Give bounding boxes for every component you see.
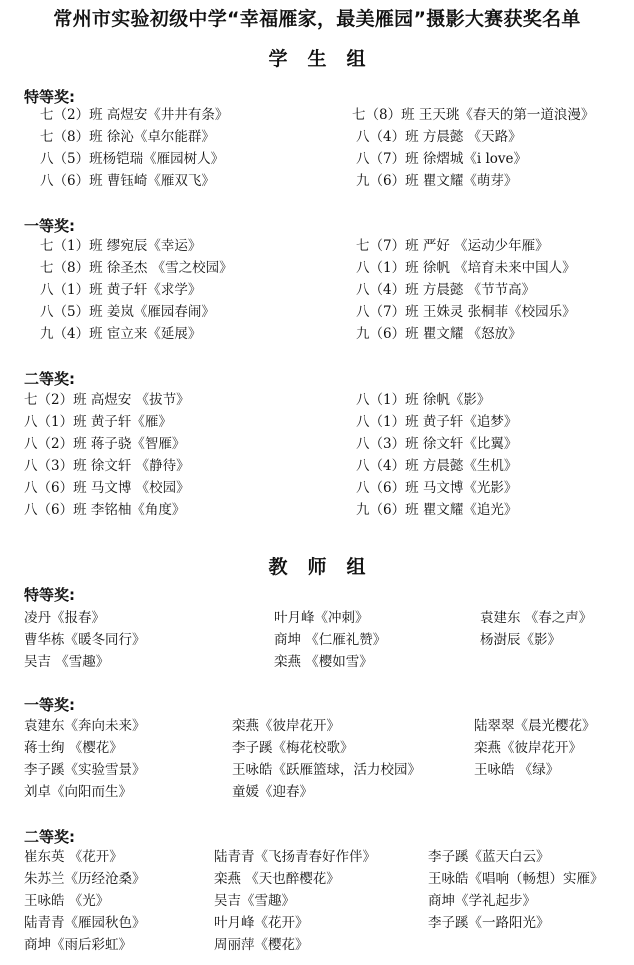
list-item: 王咏皓 《绿》	[474, 762, 560, 778]
student-first-heading: 一等奖:	[24, 217, 75, 235]
list-item: 八（4）班 方晨懿 《节节高》	[356, 282, 536, 298]
teacher-special-col2	[274, 607, 386, 673]
list-item: 陆翠翠《晨光樱花》	[474, 718, 596, 734]
list-item: 八（7）班 徐熠城《i love》	[356, 151, 528, 167]
list-item: 童媛《迎春》	[232, 784, 313, 800]
list-item: 七（7）班 严好 《运动少年雁》	[356, 238, 549, 254]
list-item: 商坤 《仁雁礼赞》	[274, 632, 387, 648]
list-item: 李子蹊《实验雪景》	[24, 762, 146, 778]
student-group-title: 学生组	[268, 48, 386, 70]
list-item: 八（1）班 黄子轩《雁》	[24, 414, 172, 430]
list-item: 八（1）班 徐帆 《培育未来中国人》	[356, 260, 576, 276]
list-item: 八（5）班 姜岚《雁园春闹》	[40, 304, 215, 320]
list-item: 李子蹊《梅花校歌》	[232, 740, 354, 756]
list-item: 李子蹊《蓝天白云》	[428, 849, 550, 865]
list-item: 七（8）班 徐沁《卓尔能群》	[40, 129, 215, 145]
list-item: 八（1）班 徐帆《影》	[356, 392, 491, 408]
teacher-first-col3	[474, 715, 596, 781]
list-item: 栾燕 《天也醉樱花》	[214, 871, 340, 887]
teacher-group-title: 教师组	[268, 556, 386, 578]
teacher-second-heading: 二等奖:	[24, 828, 75, 846]
document-title: 常州市实验初级中学“幸福雁家，最美雁园”摄影大赛获奖名单	[53, 8, 581, 30]
list-item: 王咏皓《跃雁篮球，活力校园》	[232, 762, 421, 778]
list-item: 周丽萍《樱花》	[214, 937, 309, 953]
list-item: 七（8）班 王天珧《春天的第一道浪漫》	[352, 107, 595, 123]
list-item: 栾燕 《樱如雪》	[274, 654, 373, 670]
list-item: 叶月峰《冲刺》	[274, 610, 369, 626]
teacher-second-col2	[214, 846, 376, 956]
list-item: 八（4）班 方晨懿《生机》	[356, 458, 518, 474]
list-item: 八（5）班杨铠瑞《雁园树人》	[40, 151, 225, 167]
student-second-heading: 二等奖:	[24, 370, 75, 388]
list-item: 八（6）班 曹钰崎《雁双飞》	[40, 173, 215, 189]
list-item: 陆青青《飞扬青春好作伴》	[214, 849, 376, 865]
list-item: 王咏皓《唱响（畅想）实雁》	[428, 871, 604, 887]
list-item: 八（7）班 王姝灵 张桐菲《校园乐》	[356, 304, 576, 320]
list-item: 袁建东《奔向未来》	[24, 718, 146, 734]
teacher-special-col3	[480, 607, 592, 651]
list-item: 商坤《学礼起步》	[428, 893, 536, 909]
list-item: 八（3）班 徐文轩 《静待》	[24, 458, 190, 474]
list-item: 杨澍辰《影》	[480, 632, 561, 648]
list-item: 七（8）班 徐圣杰 《雪之校园》	[40, 260, 233, 276]
list-item: 吴吉 《雪趣》	[24, 654, 110, 670]
student-first-left-list	[40, 235, 233, 345]
list-item: 商坤《雨后彩虹》	[24, 937, 132, 953]
list-item: 刘卓《向阳而生》	[24, 784, 132, 800]
list-item: 九（4）班 宦立来《延展》	[40, 326, 202, 342]
teacher-second-col1	[24, 846, 146, 956]
list-item: 袁建东 《春之声》	[480, 610, 593, 626]
teacher-first-heading: 一等奖:	[24, 696, 75, 714]
list-item: 蒋士绚 《樱花》	[24, 740, 123, 756]
list-item: 栾燕《彼岸花开》	[474, 740, 582, 756]
list-item: 九（6）班 瞿文耀《萌芽》	[356, 173, 518, 189]
teacher-second-col3	[428, 846, 604, 934]
student-second-right-list	[356, 389, 517, 521]
teacher-first-col2	[232, 715, 421, 803]
list-item: 七（2）班 高煜安《井井有条》	[40, 107, 229, 123]
list-item: 九（6）班 瞿文耀 《怒放》	[356, 326, 522, 342]
list-item: 李子蹊《一路阳光》	[428, 915, 550, 931]
list-item: 八（6）班 李铭柚《角度》	[24, 502, 186, 518]
student-first-right-list	[356, 235, 576, 345]
list-item: 八（1）班 黄子轩《追梦》	[356, 414, 518, 430]
teacher-special-heading: 特等奖:	[24, 586, 75, 604]
list-item: 王咏皓 《光》	[24, 893, 110, 909]
list-item: 九（6）班 瞿文耀《追光》	[356, 502, 518, 518]
list-item: 叶月峰《花开》	[214, 915, 309, 931]
list-item: 栾燕《彼岸花开》	[232, 718, 340, 734]
student-special-heading: 特等奖:	[24, 88, 75, 106]
list-item: 朱苏兰《历经沧桑》	[24, 871, 146, 887]
list-item: 八（3）班 徐文轩《比翼》	[356, 436, 518, 452]
list-item: 陆青青《雁园秋色》	[24, 915, 146, 931]
student-special-left-list	[40, 104, 228, 192]
list-item: 凌丹《报春》	[24, 610, 105, 626]
list-item: 八（6）班 马文博《光影》	[356, 480, 518, 496]
list-item: 八（4）班 方晨懿 《天路》	[356, 129, 522, 145]
teacher-first-col1	[24, 715, 146, 803]
list-item: 八（6）班 马文博 《校园》	[24, 480, 190, 496]
list-item: 崔东英 《花开》	[24, 849, 123, 865]
teacher-special-col1	[24, 607, 146, 673]
list-item: 七（1）班 缪宛辰《幸运》	[40, 238, 202, 254]
list-item: 吴吉《雪趣》	[214, 893, 295, 909]
list-item: 曹华栋《暖冬同行》	[24, 632, 146, 648]
student-special-right-list	[352, 104, 594, 192]
student-second-left-list	[24, 389, 190, 521]
list-item: 八（1）班 黄子轩《求学》	[40, 282, 202, 298]
list-item: 八（2）班 蒋子骁《智雁》	[24, 436, 186, 452]
list-item: 七（2）班 高煜安 《拔节》	[24, 392, 190, 408]
